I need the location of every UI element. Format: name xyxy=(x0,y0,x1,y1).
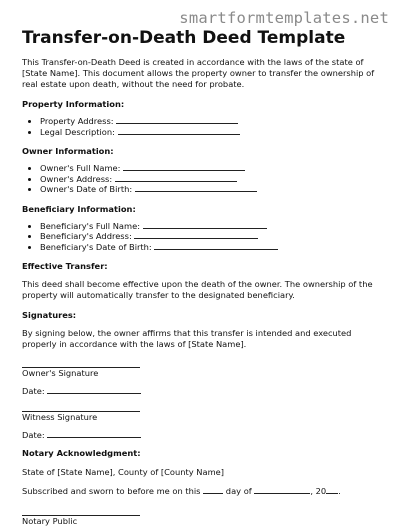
notary-subscribed-line xyxy=(22,486,384,497)
beneficiary-dob-line[interactable] xyxy=(154,242,278,250)
owner-signature-label: Owner's Signature xyxy=(22,368,99,378)
witness-date-line[interactable] xyxy=(47,430,141,438)
legal-description-label: Legal Description: xyxy=(40,126,115,137)
witness-signature-line[interactable] xyxy=(22,401,140,412)
document-title: Transfer-on-Death Deed Template xyxy=(22,28,346,48)
witness-date-label: Date: xyxy=(22,430,45,440)
witness-date-field[interactable] xyxy=(22,430,384,441)
beneficiary-dob-field[interactable] xyxy=(40,242,384,253)
property-fields xyxy=(22,116,384,137)
owner-dob-field[interactable] xyxy=(40,184,384,195)
property-address-line[interactable] xyxy=(116,116,238,124)
beneficiary-fields xyxy=(22,221,384,253)
beneficiary-name-field[interactable] xyxy=(40,221,384,232)
beneficiary-address-line[interactable] xyxy=(134,231,258,239)
witness-signature-label: Witness Signature xyxy=(22,412,98,422)
owner-address-field[interactable] xyxy=(40,174,384,185)
beneficiary-heading: Beneficiary Information: xyxy=(22,203,136,214)
beneficiary-name-line[interactable] xyxy=(143,221,267,229)
sentence-end: . xyxy=(338,486,341,496)
owner-date-line[interactable] xyxy=(47,386,141,394)
owner-date-label: Date: xyxy=(22,386,45,396)
property-address-label: Property Address: xyxy=(40,116,114,126)
intro-paragraph: This Transfer-on-Death Deed is created in accordance with the laws of the state of [State Name]. This document allows the property owner to transfer the ownership of real estate upon death, without the need for probate. xyxy=(22,57,375,89)
legal-description-field[interactable] xyxy=(40,127,384,138)
owner-name-label: Owner's Full Name: xyxy=(40,163,121,173)
subscribed-text: Subscribed and sworn to before me on this xyxy=(22,486,201,496)
notary-state-county: State of [State Name], County of [County Name] xyxy=(22,467,225,477)
month-blank[interactable] xyxy=(254,486,310,494)
day-of-text: day of xyxy=(225,486,252,496)
beneficiary-address-label: Beneficiary's Address: xyxy=(40,231,132,241)
notary-heading: Notary Acknowledgment: xyxy=(22,448,141,458)
owner-address-label: Owner's Address: xyxy=(40,173,113,184)
year-blank[interactable] xyxy=(326,486,338,494)
property-heading: Property Information: xyxy=(22,99,125,109)
owner-signature-line[interactable] xyxy=(22,357,140,368)
owner-name-field[interactable] xyxy=(40,163,384,174)
beneficiary-address-field[interactable] xyxy=(40,231,384,242)
beneficiary-dob-label: Beneficiary's Date of Birth: xyxy=(40,241,152,252)
owner-dob-label: Owner's Date of Birth: xyxy=(40,184,133,194)
owner-date-field[interactable] xyxy=(22,386,384,397)
owner-heading: Owner Information: xyxy=(22,146,114,156)
signatures-paragraph: By signing below, the owner affirms that this transfer is intended and executed properly in accordance with the laws of [State Name]. xyxy=(22,328,352,349)
owner-fields xyxy=(22,163,384,195)
document-body xyxy=(22,57,384,527)
beneficiary-name-label: Beneficiary's Full Name: xyxy=(40,220,140,231)
notary-public-label: Notary Public xyxy=(22,516,78,526)
notary-signature-line[interactable] xyxy=(22,505,140,516)
owner-dob-line[interactable] xyxy=(135,184,257,192)
property-address-field[interactable] xyxy=(40,116,384,127)
day-blank[interactable] xyxy=(203,486,223,494)
effective-heading: Effective Transfer: xyxy=(22,261,108,271)
legal-description-line[interactable] xyxy=(118,127,240,135)
effective-paragraph: This deed shall become effective upon the death of the owner. The ownership of the property will automatically transfer to the designated beneficiary. xyxy=(22,279,373,300)
year-prefix: , 20 xyxy=(310,486,327,496)
owner-name-line[interactable] xyxy=(123,163,245,171)
site-watermark: smartformtemplates.net xyxy=(179,9,389,27)
signatures-heading: Signatures: xyxy=(22,310,77,320)
owner-address-line[interactable] xyxy=(115,174,237,182)
